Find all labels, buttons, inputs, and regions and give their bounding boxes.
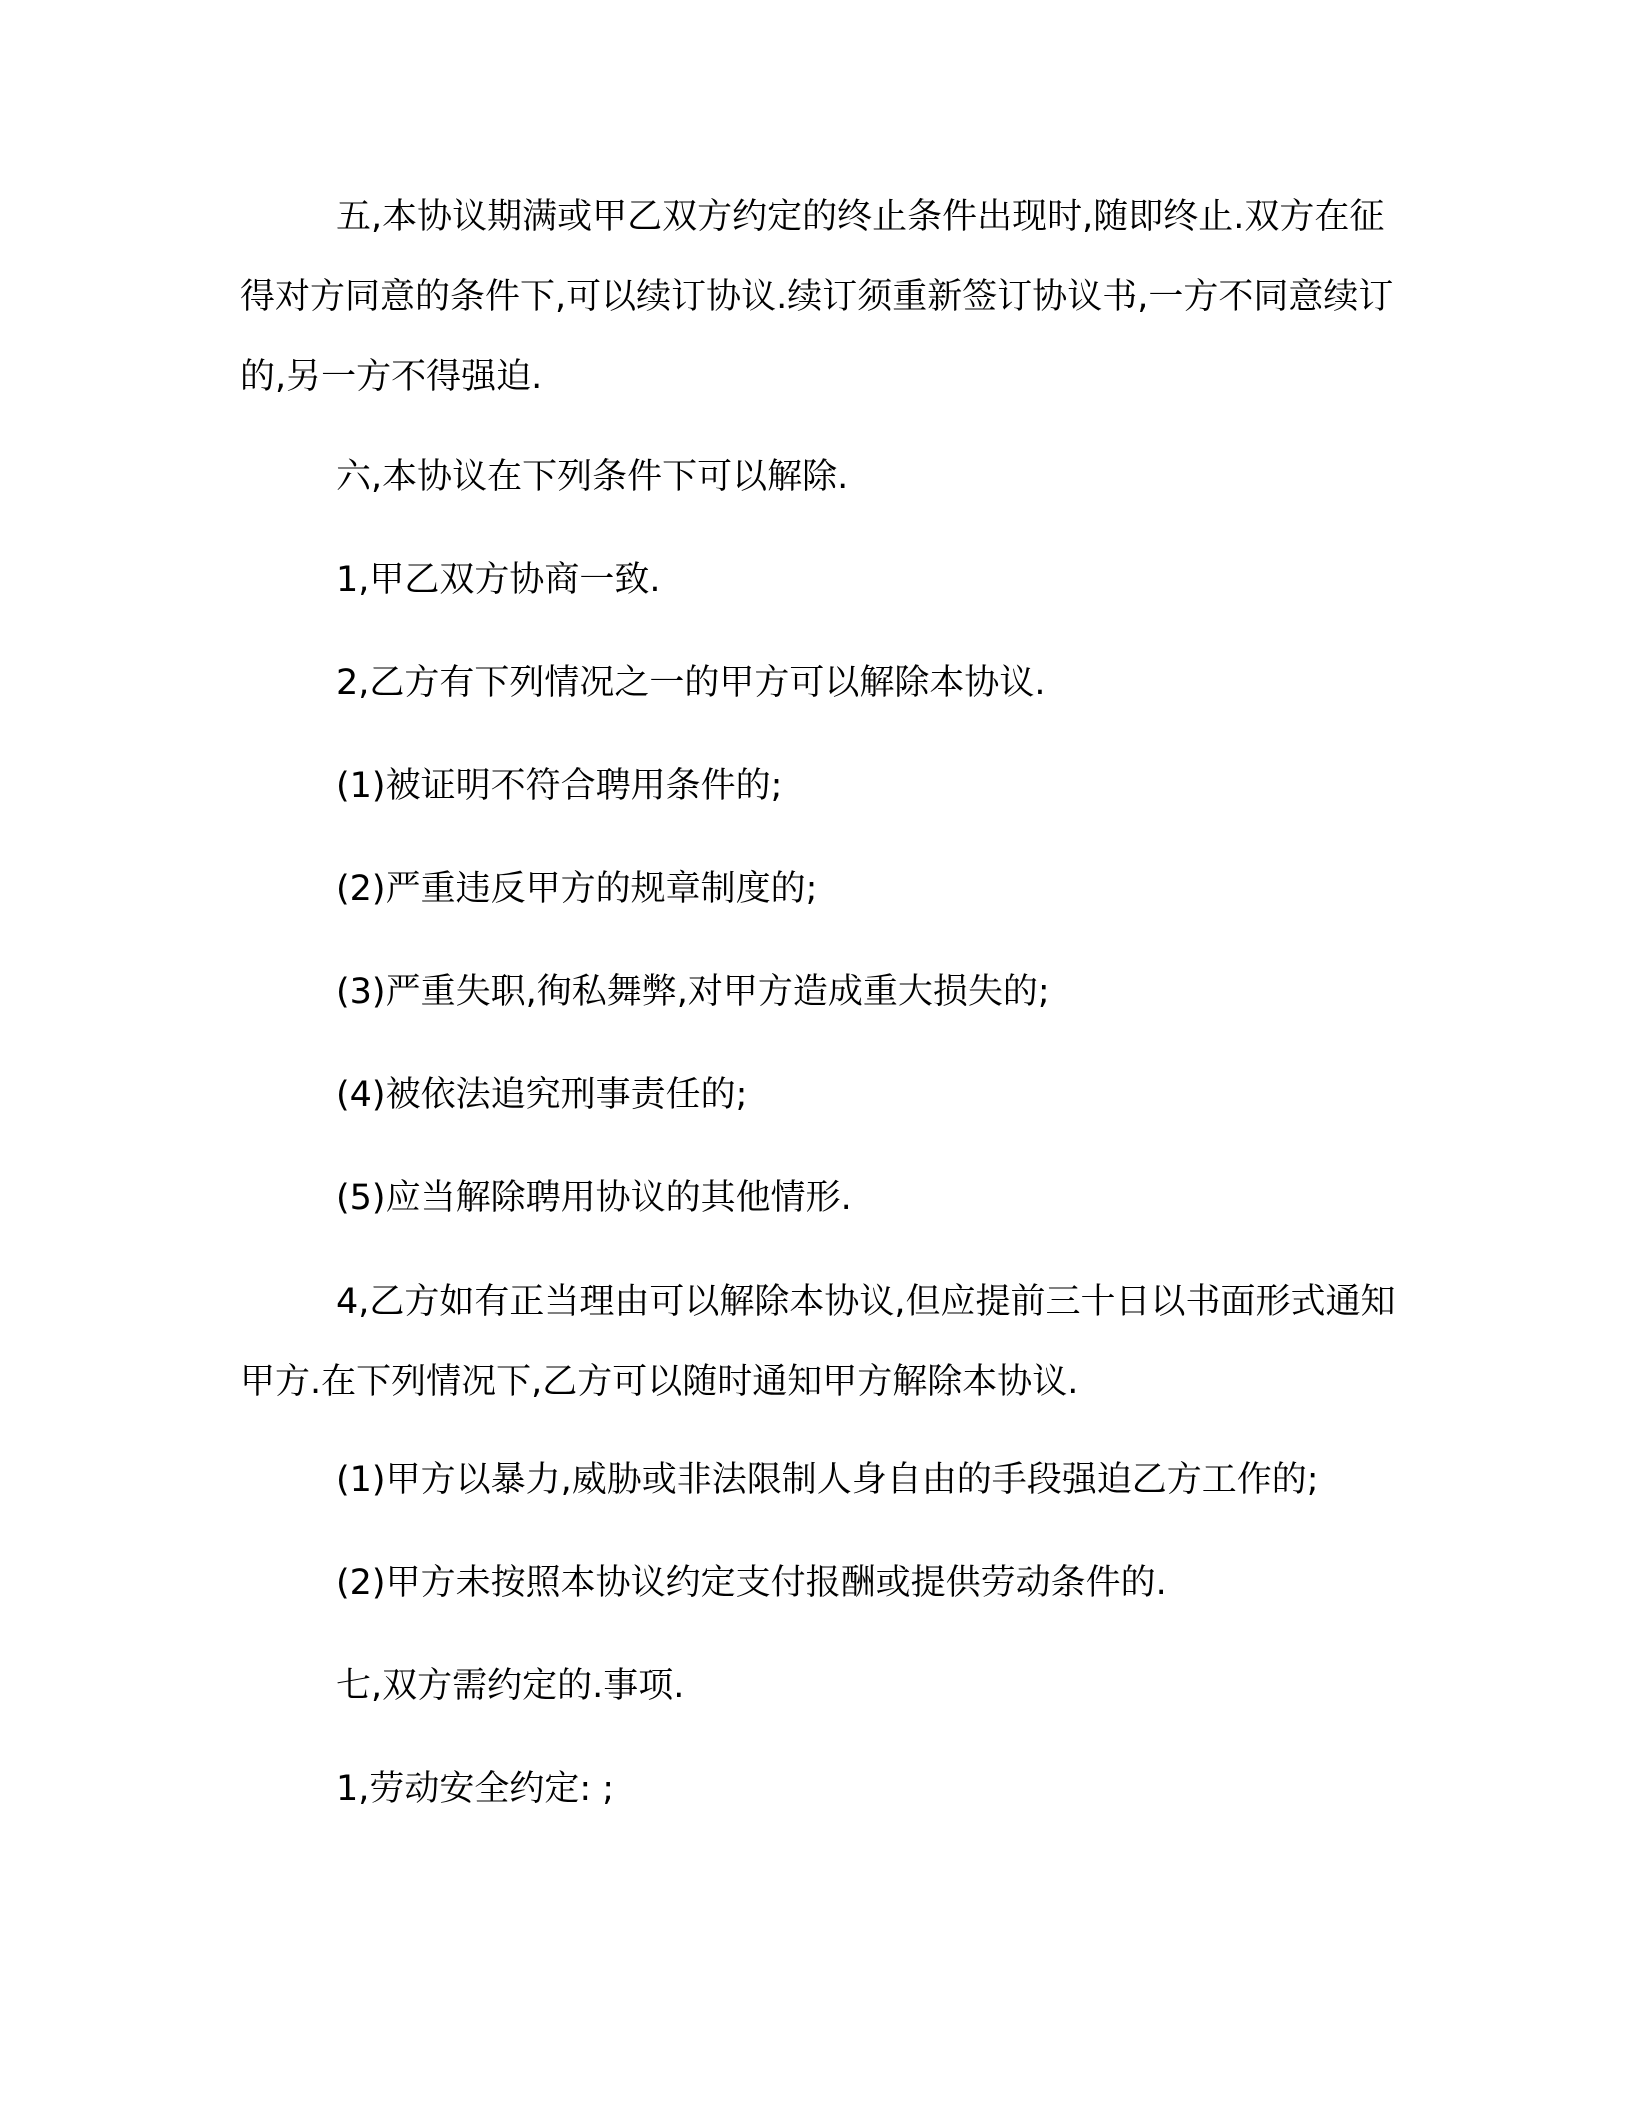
paragraph-subitem-2: (2)严重违反甲方的规章制度的; bbox=[336, 869, 818, 909]
paragraph-section-7: 七,双方需约定的.事项. bbox=[336, 1666, 685, 1706]
paragraph-subitem-4: (4)被依法追究刑事责任的; bbox=[336, 1075, 748, 1115]
paragraph-subitem-5: (5)应当解除聘用协议的其他情形. bbox=[336, 1178, 852, 1218]
paragraph-item-1: 1,甲乙双方协商一致. bbox=[336, 560, 661, 600]
paragraph-subitem-3: (3)严重失职,徇私舞弊,对甲方造成重大损失的; bbox=[336, 972, 1050, 1012]
paragraph-item-2: 2,乙方有下列情况之一的甲方可以解除本协议. bbox=[336, 663, 1046, 703]
paragraph-subitem-1b: (1)甲方以暴力,威胁或非法限制人身自由的手段强迫乙方工作的; bbox=[336, 1460, 1319, 1500]
paragraph-section-5: 五,本协议期满或甲乙双方约定的终止条件出现时,随即终止.双方在征得对方同意的条件下,可以续订协议.续订须重新签订协议书,一方不同意续订的,另一方不得强迫. bbox=[240, 197, 1394, 397]
paragraph-item-4: 4,乙方如有正当理由可以解除本协议,但应提前三十日以书面形式通知甲方.在下列情况下,乙方可以随时通知甲方解除本协议. bbox=[240, 1282, 1396, 1402]
paragraph-section-6: 六,本协议在下列条件下可以解除. bbox=[336, 457, 849, 497]
paragraph-labor-safety: 1,劳动安全约定: ; bbox=[336, 1769, 615, 1809]
paragraph-subitem-1: (1)被证明不符合聘用条件的; bbox=[336, 766, 783, 806]
paragraph-subitem-2b: (2)甲方未按照本协议约定支付报酬或提供劳动条件的. bbox=[336, 1563, 1167, 1603]
